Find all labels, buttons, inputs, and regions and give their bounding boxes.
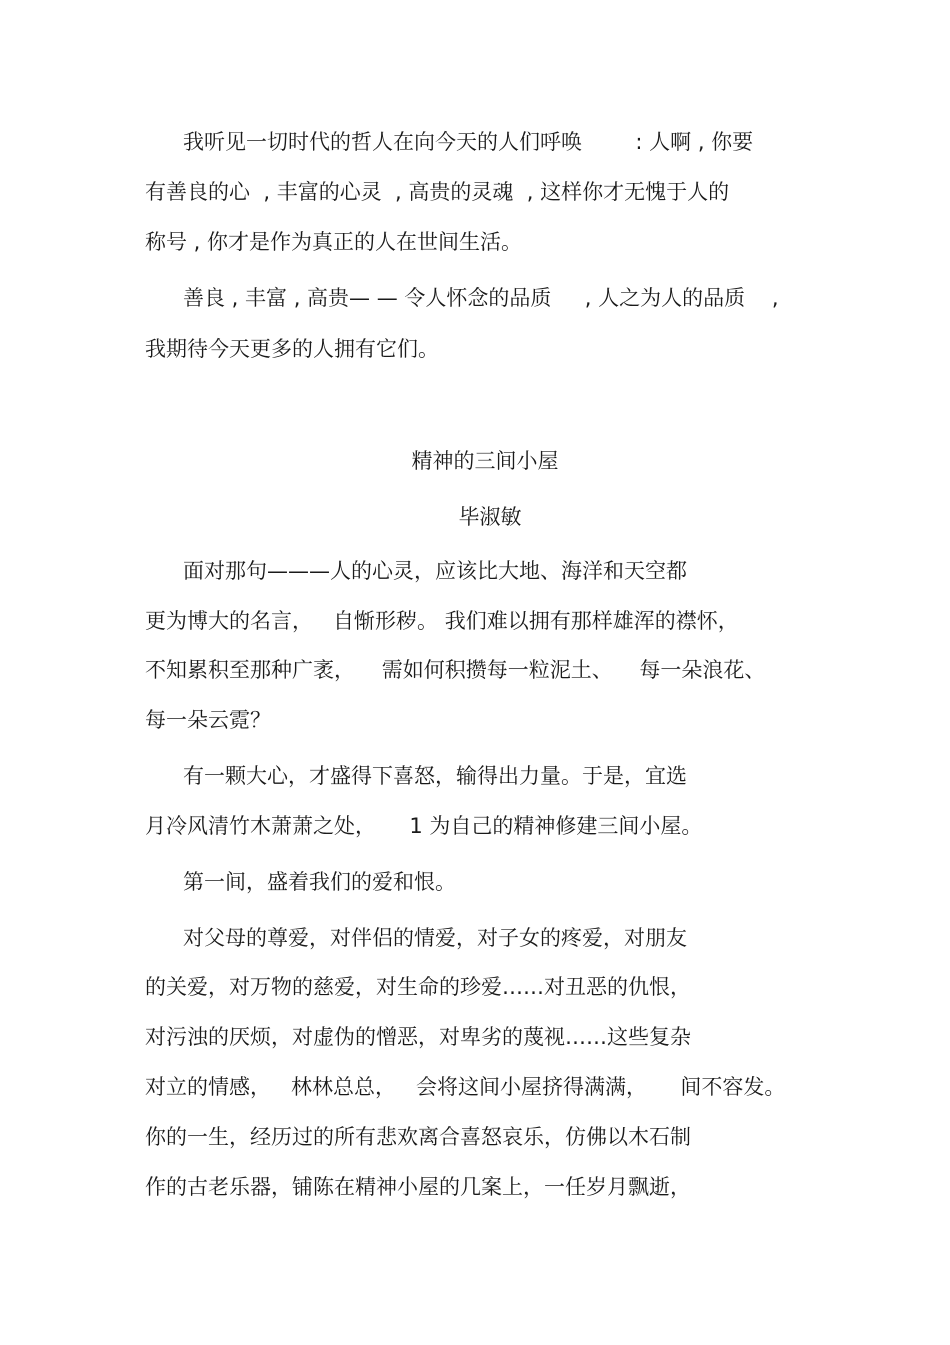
text-line: 面对那句———人的心灵，应该比大地、海洋和天空都	[183, 559, 687, 583]
text-line: 对父母的尊爱，对伴侣的情爱，对子女的疼爱，对朋友	[183, 926, 687, 950]
text-line: 你的一生，经历过的所有悲欢离合喜怒哀乐，仿佛以木石制	[145, 1125, 691, 1149]
text-line: 不知累积至那种广袤， 需如何积攒每一粒泥土、 每一朵浪花、	[145, 658, 766, 682]
text-line: 有一颗大心，才盛得下喜怒，输得出力量。于是，宜选	[183, 764, 687, 788]
text-line: 我期待今天更多的人拥有它们。	[145, 337, 439, 361]
text-line: 作的古老乐器，铺陈在精神小屋的几案上，一任岁月飘逝，	[145, 1175, 691, 1199]
text-line: 我听见一切时代的哲人在向今天的人们呼唤 : 人啊 , 你要	[183, 130, 754, 154]
text-line: 月冷风清竹木萧萧之处， 1 为自己的精神修建三间小屋。	[145, 814, 703, 838]
text-line: 善良 , 丰富 , 高贵— — 令人怀念的品质 , 人之为人的品质 ,	[183, 286, 779, 310]
text-line: 有善良的心 , 丰富的心灵 , 高贵的灵魂 , 这样你才无愧于人的	[145, 180, 730, 204]
text-line: 每一朵云霓？	[145, 708, 271, 732]
text-line: 的关爱，对万物的慈爱，对生命的珍爱……对丑恶的仇恨，	[145, 975, 691, 999]
text-line: 第一间，盛着我们的爱和恨。	[183, 870, 456, 894]
text-line: 更为博大的名言， 自惭形秽。 我们难以拥有那样雄浑的襟怀，	[145, 609, 739, 633]
article-title: 精神的三间小屋	[411, 449, 559, 473]
text-line: 称号 , 你才是作为真正的人在世间生活。	[145, 230, 523, 254]
text-line: 对立的情感， 林林总总， 会将这间小屋挤得满满， 间不容发。	[145, 1075, 786, 1099]
article-author: 毕淑敏	[458, 505, 522, 529]
text-line: 对污浊的厌烦，对虚伪的憎恶，对卑劣的蔑视……这些复杂	[145, 1025, 691, 1049]
